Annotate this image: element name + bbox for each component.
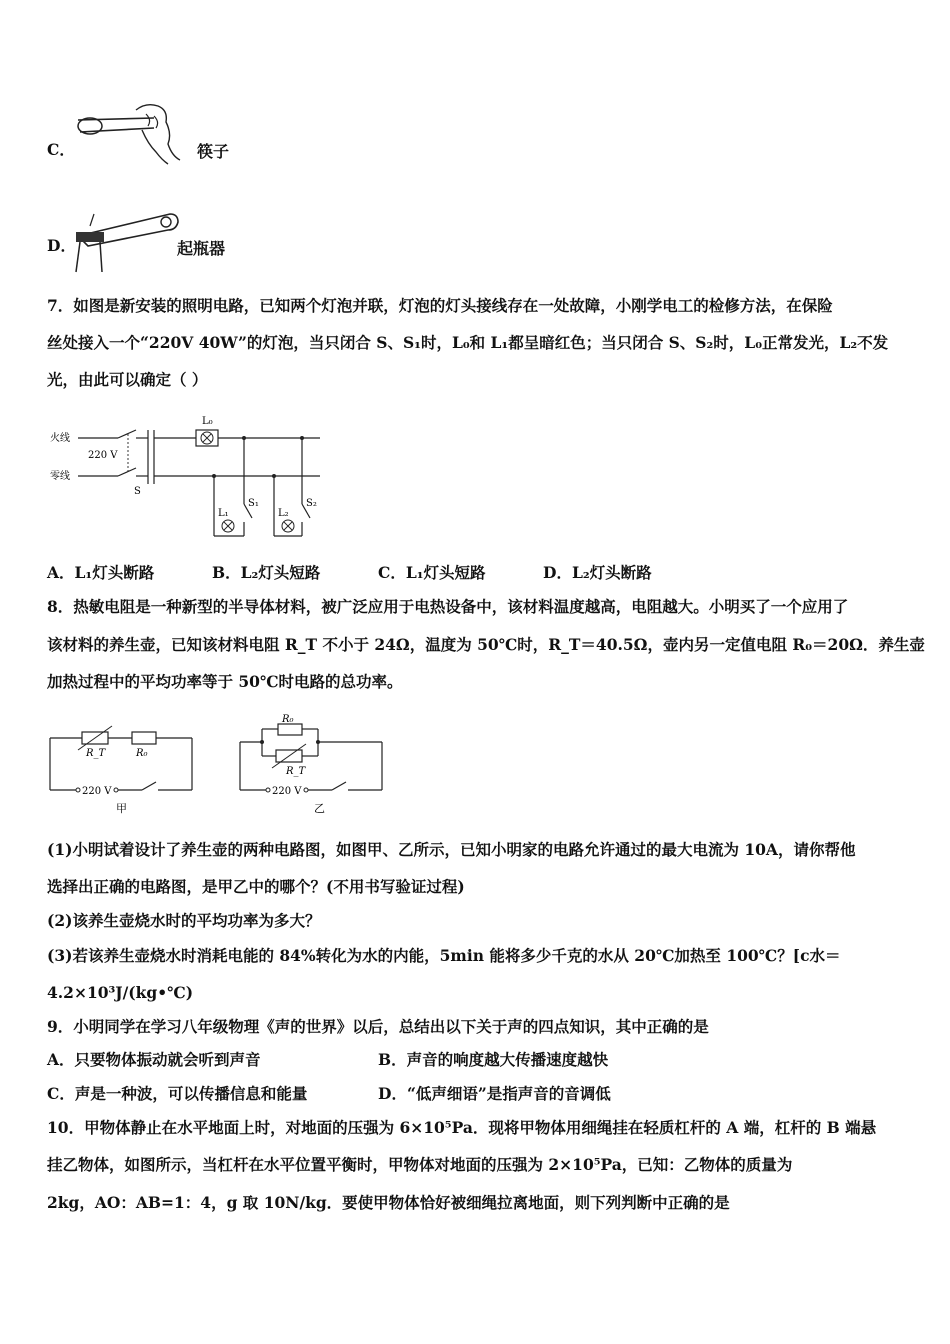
q8-line-2: 该材料的养生壶，已知该材料电阻 R_T 不小于 24Ω，温度为 50℃时，R_T＝40.5Ω，壶内另一定值电阻 R₀＝20Ω．养生壶 <box>47 635 925 654</box>
q8-sub-line-1: (1)小明试着设计了养生壶的两种电路图，如图甲、乙所示，已知小明家的电路允许通过的最大电流为 10A，请你帮他 <box>47 840 856 859</box>
option-c-label: 筷子 <box>197 142 230 161</box>
q8-sub-line-5: 4.2×10³J/(kg•℃) <box>47 983 194 1002</box>
option-c-letter: C． <box>47 140 75 159</box>
caption-jia: 甲 <box>116 802 127 815</box>
q8-sub-line-4: (3)若该养生壶烧水时消耗电能的 84%转化为水的内能，5min 能将多少千克的水从 20℃加热至 100℃？[c水＝ <box>47 946 841 965</box>
lamp-l0-label: L₀ <box>202 416 213 427</box>
q7-option-a: A．L₁灯头断路 <box>47 563 155 582</box>
switch-s1-label: S₁ <box>248 498 259 509</box>
q9-option-a: A．只要物体振动就会听到声音 <box>47 1050 261 1069</box>
voltage-label-jia: 220 V <box>82 786 112 797</box>
rt-label: R_T <box>86 748 106 759</box>
option-d-letter: D． <box>47 236 76 255</box>
q7-option-d: D．L₂灯头断路 <box>543 563 652 582</box>
option-d-label: 起瓶器 <box>177 239 226 258</box>
q9-stem: 9．小明同学在学习八年级物理《声的世界》以后，总结出以下关于声的四点知识，其中正确的是 <box>47 1017 709 1036</box>
q8-line-1: 8．热敏电阻是一种新型的半导体材料，被广泛应用于电热设备中，该材料温度越高，电阻越大。小明买了一个应用了 <box>47 597 849 616</box>
q9-option-b: B．声音的响度越大传播速度越快 <box>378 1050 609 1069</box>
caption-yi: 乙 <box>314 802 325 815</box>
switch-s2-label: S₂ <box>306 498 317 509</box>
q9-option-c: C．声是一种波，可以传播信息和能量 <box>47 1084 308 1103</box>
r0-label: R₀ <box>136 748 148 759</box>
q8-circuit-yi <box>236 712 388 816</box>
q8-sub-line-2: 选择出正确的电路图，是甲乙中的哪个？(不用书写验证过程) <box>47 877 465 896</box>
bottle-opener-illustration-icon <box>70 206 180 274</box>
q10-line-1: 10．甲物体静止在水平地面上时，对地面的压强为 6×10⁵Pa．现将甲物体用细绳挂在轻质杠杆的 A 端，杠杆的 B 端悬 <box>47 1118 877 1137</box>
lamp-l2-label: L₂ <box>278 508 289 519</box>
q10-line-3: 2kg，AO：AB=1：4，g 取 10N/kg．要使甲物体恰好被细绳拉离地面，则下列判断中正确的是 <box>47 1193 730 1212</box>
q8-sub-line-3: (2)该养生壶烧水时的平均功率为多大？ <box>47 911 321 930</box>
rt-label-yi: R_T <box>286 766 306 777</box>
voltage-label: 220 V <box>88 450 118 461</box>
q7-circuit-diagram <box>48 408 328 544</box>
q7-line-2: 丝处接入一个“220V 40W”的灯泡，当只闭合 S、S₁时，L₀和 L₁都呈暗红色；当只闭合 S、S₂时，L₀正常发光，L₂不发 <box>47 333 889 352</box>
main-switch-label: S <box>134 486 141 497</box>
q7-line-1: 7．如图是新安装的照明电路，已知两个灯泡并联，灯泡的灯头接线存在一处故障，小刚学电工的检修方法，在保险 <box>47 296 833 315</box>
r0-label-yi: R₀ <box>282 714 294 725</box>
chopsticks-hand-illustration-icon <box>76 100 186 166</box>
q7-option-b: B．L₂灯头短路 <box>212 563 321 582</box>
voltage-label-yi: 220 V <box>272 786 302 797</box>
q8-line-3: 加热过程中的平均功率等于 50℃时电路的总功率。 <box>47 672 403 691</box>
q10-line-2: 挂乙物体，如图所示，当杠杆在水平位置平衡时，甲物体对地面的压强为 2×10⁵Pa，已知：乙物体的质量为 <box>47 1155 793 1174</box>
neutral-wire-label: 零线 <box>50 471 70 482</box>
q7-line-3: 光，由此可以确定（ ） <box>47 370 208 389</box>
live-wire-label: 火线 <box>50 433 70 444</box>
q9-option-d: D．“低声细语”是指声音的音调低 <box>378 1084 611 1103</box>
lamp-l1-label: L₁ <box>218 508 229 519</box>
q8-circuit-jia <box>46 716 198 816</box>
q7-option-c: C．L₁灯头短路 <box>378 563 486 582</box>
